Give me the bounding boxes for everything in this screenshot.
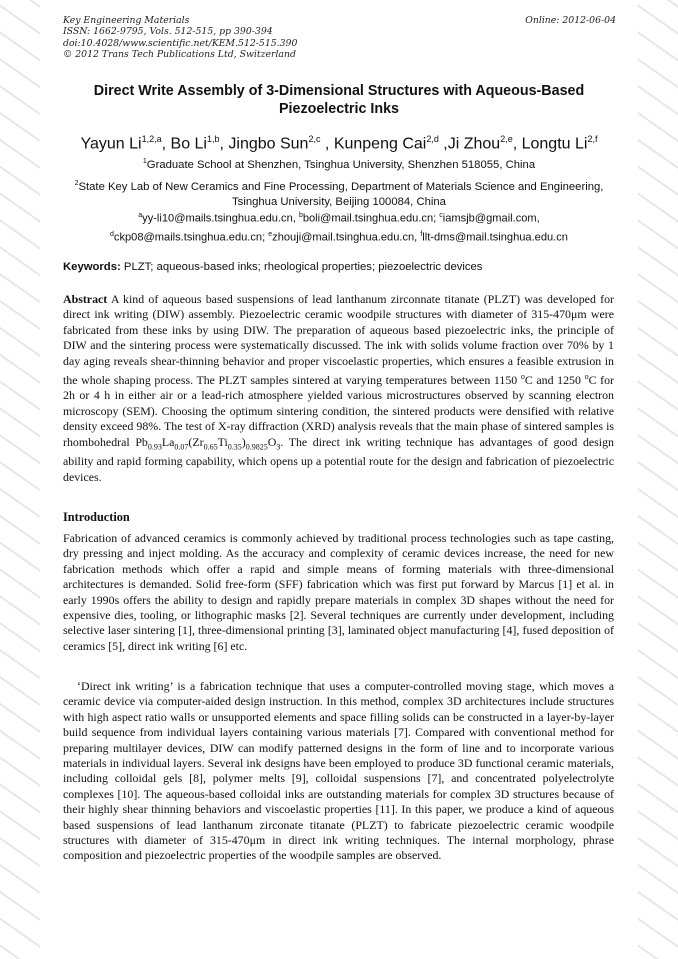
author-separator: , [512,135,522,153]
keywords-line [63,260,619,274]
watermark-strip-left [0,0,40,959]
formula-text: O [267,434,277,449]
author-name: Ji Zhou [447,135,501,153]
author-name: Bo Li [170,135,207,153]
author-affil-sup: 1,2,a [141,134,162,144]
author-affil-sup: 2,f [587,134,598,144]
email-marker: e [268,230,273,238]
doi-line: doi:10.4028/www.scientific.net/KEM.512-515.390 [63,37,298,49]
author-separator: , [320,135,334,153]
formula-subscript: 3 [276,442,281,451]
abstract-paragraph [63,292,614,485]
affiliation-text: State Key Lab of New Ceramics and Fine Processing, Department of Materials Science and Engineering, Tsinghua University, Beijing 100084, China [78,180,604,208]
introduction-paragraph-1: Fabrication of advanced ceramics is commonly achieved by traditional process technologies such as tape casting, dry pressing and inject molding. As the accuracy and complexity of ceramic devices increase, the need for new fabrication methods which offer a rapid and simple means of forming materials with three-dimensional architectures is demanded. Solid free-form (SFF) fabrication which was first put forward by Marcus [1] et al. in early 1990s offers the ability to design and rapidly prepare materials in complex 3D shapes without the need for expensive dies, tooling, or lithographic masks [2]. Several techniques are currently under development, including selective laser sintering [1], three-dimensional printing [3], laminated object manufacturing [4], fused deposition of ceramics [5], direct ink writing [6] etc. [63,531,614,653]
publication-header [63,15,297,60]
email-address: iamsjb@gmail.com, [442,212,540,225]
formula-text: (Zr [188,434,204,449]
email-address: yy-li10@mails.tsinghua.edu.cn, [142,212,299,225]
keywords-label: Keywords: [63,261,121,273]
introduction-paragraph-2: ‘Direct ink writing’ is a fabrication technique that uses a computer-controlled moving stage, which moves a ceramic device via computer-aided design instruction. In this method, complex 3D architectures include structures with high aspect ratio walls or unsupported elements and space filling solids can be constructed in a layer-by-layer build sequence from individual layers containing various materials [7]. Compared with conventional method for preparing multilayer devices, DIW can modify patterned designs in the form of line and to incorporate various materials in individual layers. Several ink designs have been employed to produce 3D functional ceramic materials, including colloidal gels [8], polymer melts [9], colloidal suspensions [7], and concentrated polyelectrolyte complexes [10]. The aqueous-based colloidal inks are outstanding materials for complex 3D structures because of their highly shear thinning behaviors and viscoelastic properties [11]. In this paper, we produce a kind of aqueous based suspensions of lead lanthanum zirconate titanate (PLZT) to fabricate piezoelectric ceramic woodpile structures with diameter of 315-470μm in direct ink writing techniques. The internal morphology, phrase composition and piezoelectric properties of the woodpile samples are observed. [63,679,614,863]
author-name: Longtu Li [521,135,588,153]
copyright-line: © 2012 Trans Tech Publications Ltd, Switzerland [63,48,296,60]
email-marker: d [110,230,114,238]
email-address: boli@mail.tsinghua.edu.cn; [302,212,440,225]
author-separator: , [219,135,229,153]
affiliation-text: Graduate School at Shenzhen, Tsinghua University, Shenzhen 518055, China [146,158,536,171]
email-address: zhouji@mail.tsinghua.edu.cn, [272,231,421,244]
author-name: Jingbo Sun [228,135,309,153]
abstract-text: C and 1250 [524,373,585,387]
paper-title: Direct Write Assembly of 3-Dimensional Structures with Aqueous-Based Piezoelectric Inks [93,83,585,117]
author-list [40,129,638,154]
affiliation-number: 1 [142,158,147,165]
author-name: Yayun Li [80,135,142,153]
formula-text: ) [241,434,246,449]
author-affil-sup: 2,d [426,134,439,144]
author-separator: , [161,135,171,153]
formula-subscript: 0.93 [147,442,162,451]
author-emails [40,208,638,245]
formula-text: La [161,434,175,449]
affiliation-number: 2 [74,180,79,187]
author-separator: , [438,135,448,153]
keywords-text: PLZT; aqueous-based inks; rheological properties; piezoelectric devices [120,261,483,273]
formula-text: Ti [217,434,228,449]
issn-line: ISSN: 1662-9795, Vols. 512-515, pp 390-394 [63,26,273,38]
abstract-text: A kind of aqueous based suspensions of lead lanthanum zirconnate titanate (PLZT) was developed for direct ink writing (DIW) assembly. Piezoelectric ceramic woodpile structures with diameter of 315-470μm were fabricated from these inks by using DIW. The preparation of aqueous based piezoelectric inks, the principle of DIW and the sintering process were systematically discussed. The ink with solids volume fraction over 70% by 1 day aging reveals shear-thinning behavior and proper viscoelastic properties, which ensures a feasible extrusion in the whole shaping process. The PLZT samples sintered at varying temperatures between 1150 [63,292,614,387]
email-marker: c [439,212,443,219]
affiliation-2 [55,176,623,210]
abstract-text: C for 2h or 4 h in either air or a lead-rich atmosphere yielded various microstructures observed by scanning electron microscopy (SEM). Choosing the optimum sintering condition, the sintered products were densified with relative density exceed 98%. The test of X-ray diffraction (XRD) analysis reveals that the main phase of sintered samples is rhombohedral Pb [63,373,614,449]
section-heading-introduction: Introduction [63,510,130,524]
author-affil-sup: 2,e [500,134,513,144]
affiliation-1 [55,154,623,173]
degree-marker: o [520,372,525,382]
author-affil-sup: 1,b [206,134,220,144]
email-marker: f [420,230,423,238]
online-date: Online: 2012-06-04 [525,15,616,26]
email-address: llt-dms@mail.tsinghua.edu.cn [422,231,568,244]
formula-subscript: 0.65 [203,442,218,451]
degree-marker: o [584,372,589,382]
formula-subscript: 0.35 [227,442,242,451]
author-name: Kunpeng Cai [333,135,427,153]
email-marker: b [298,212,303,219]
journal-name: Key Engineering Materials [63,15,190,26]
watermark-strip-right [638,0,678,959]
abstract-text: . The direct ink writing technique has advantages of good design ability and rapid forming capability, which opens up a potential route for the design and fabrication of piezoelectric devices. [63,434,614,484]
formula-subscript: 0.07 [174,442,189,451]
abstract-label: Abstract [63,292,108,306]
author-affil-sup: 2,c [308,134,321,144]
formula-subscript: 0.9825 [245,442,268,451]
email-marker: a [138,212,143,219]
email-address: ckp08@mails.tsinghua.edu.cn; [113,231,269,244]
